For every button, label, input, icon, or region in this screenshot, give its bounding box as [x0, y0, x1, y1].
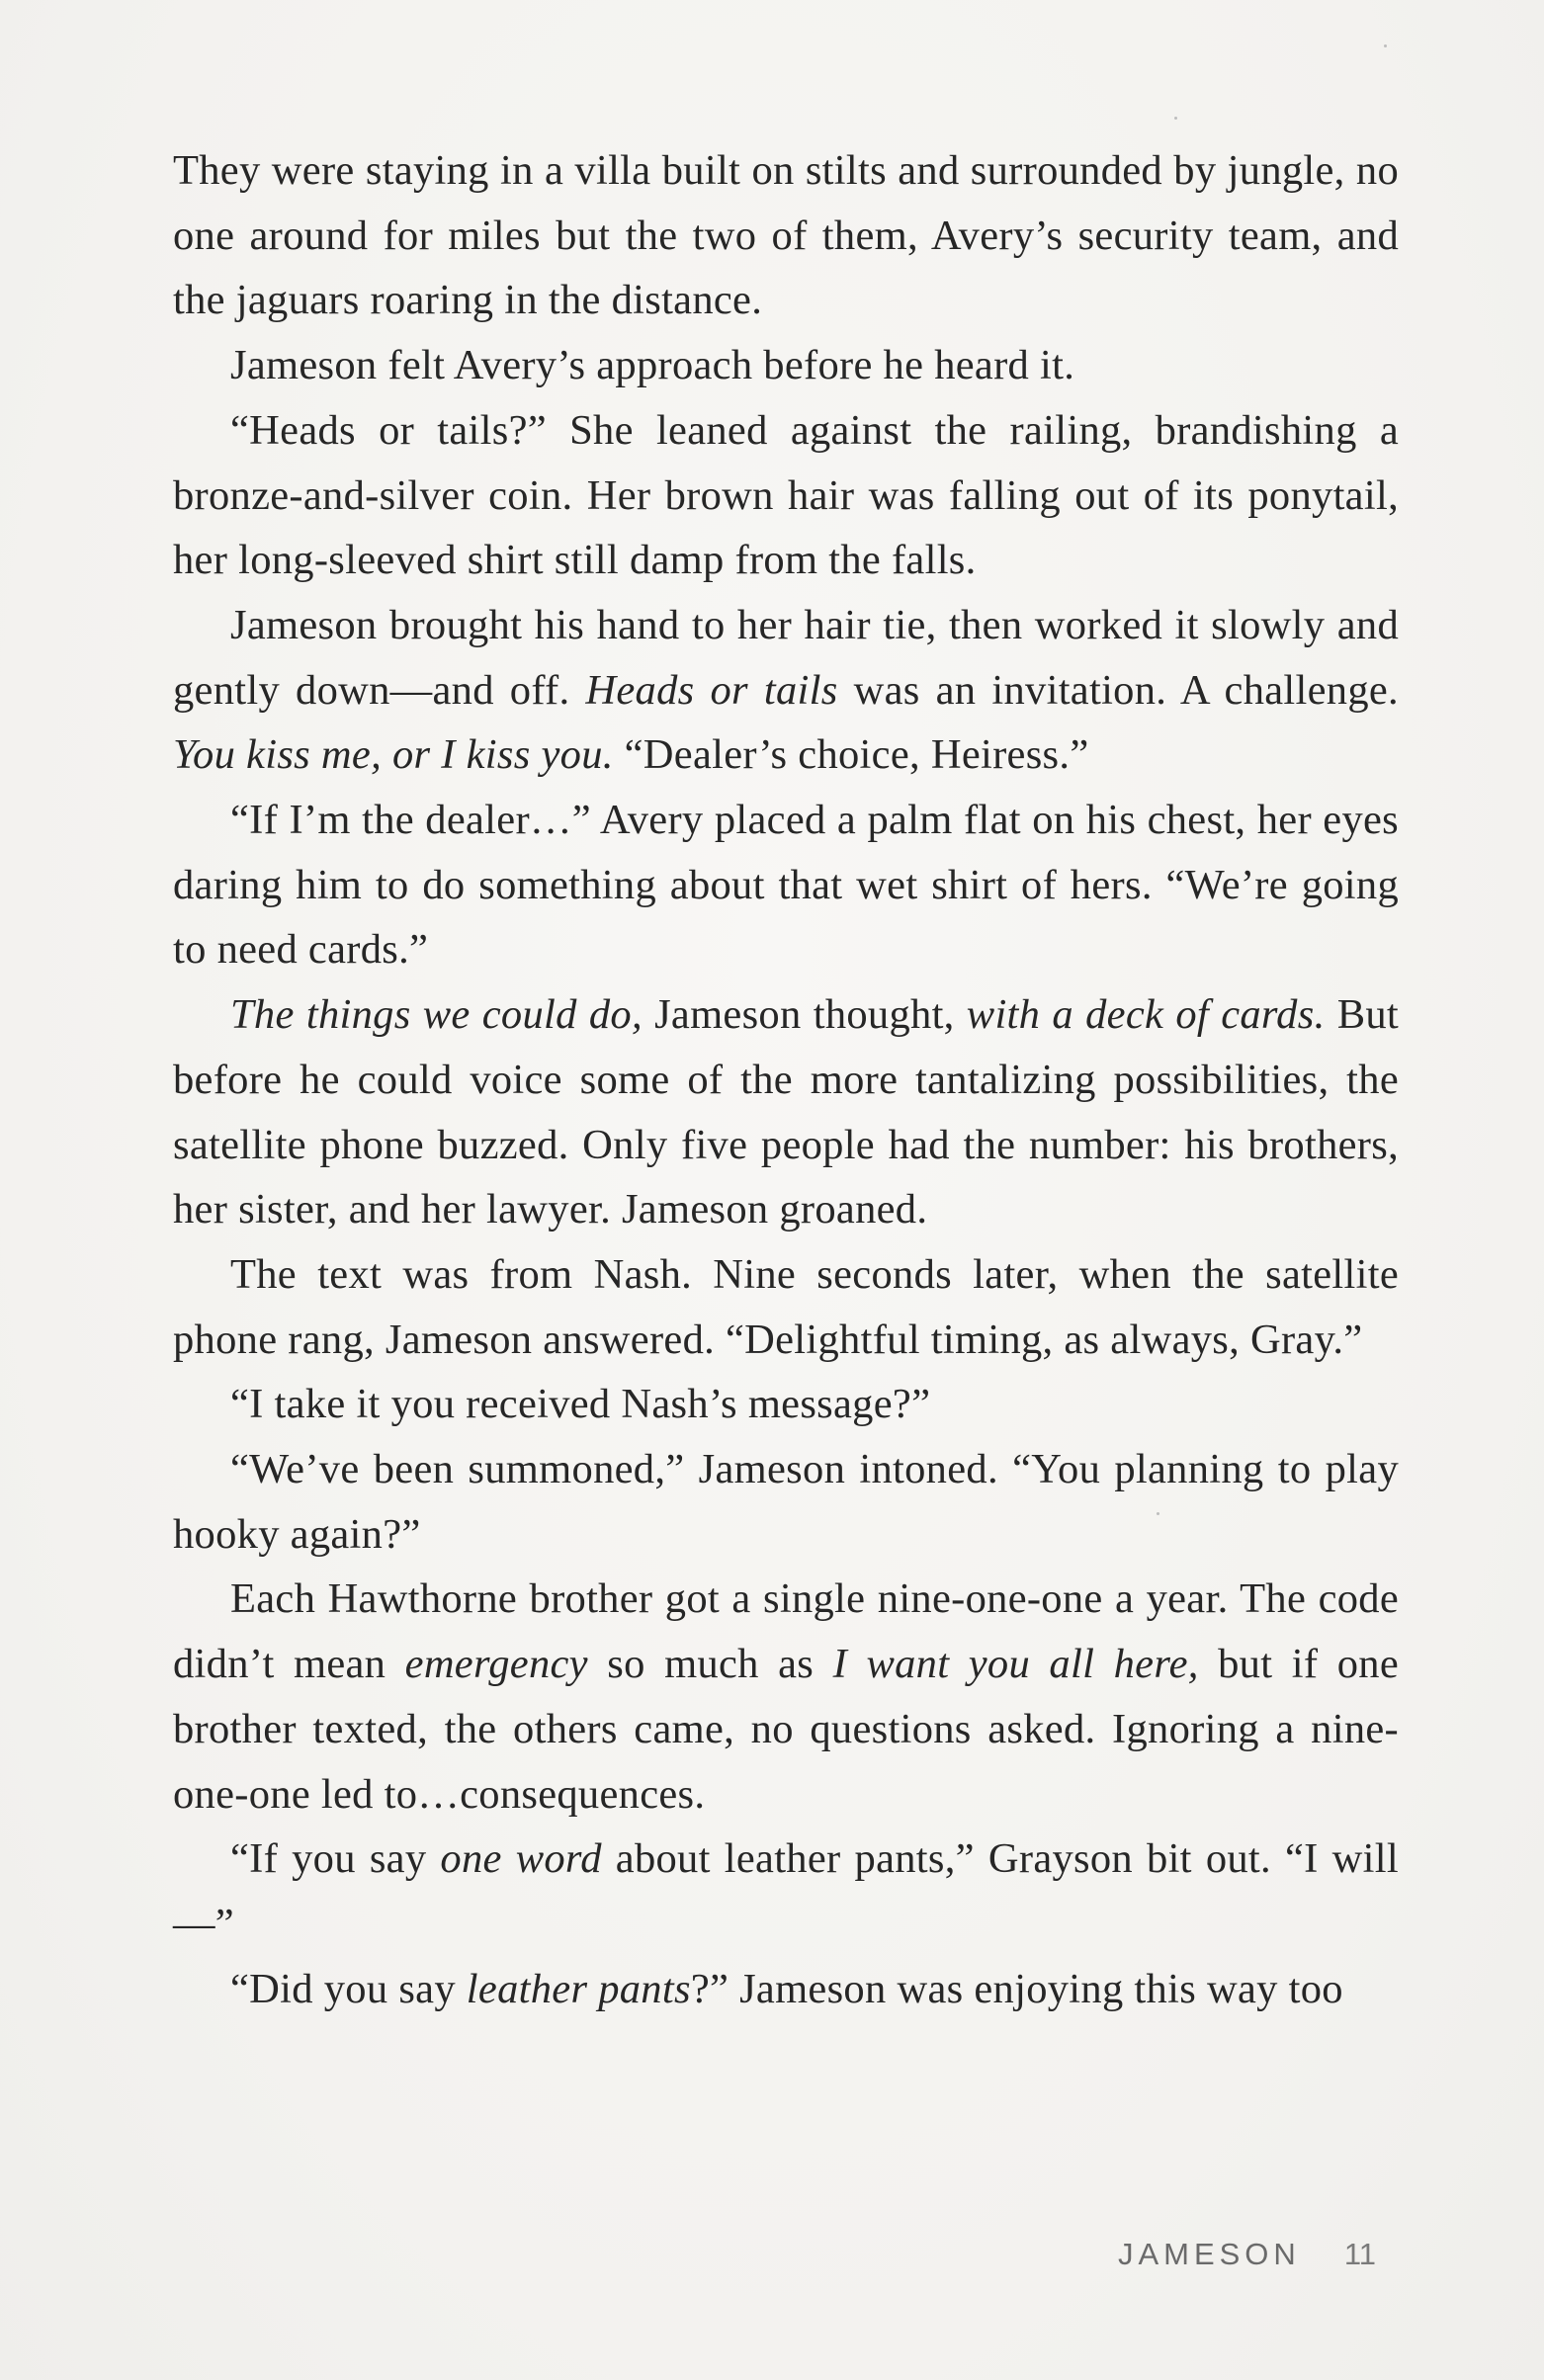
- text-run: Jameson thought,: [642, 991, 967, 1039]
- italic-text: I want you all here,: [832, 1641, 1199, 1688]
- paper-speck: [1157, 1512, 1159, 1515]
- text-run: Jameson brought his hand to her hair tie, then worked it slowly and gently down—and off.: [173, 601, 1399, 714]
- italic-text: You kiss me, or I kiss you.: [173, 731, 614, 779]
- paragraph: [173, 333, 1399, 398]
- text-run: “Heads or tails?” She leaned against the railing, brandishing a bronze-and-silver coin. Her brown hair was falling out of its ponytail, her long-sleeved shirt still damp from the falls.: [173, 406, 1399, 584]
- paragraph: [173, 398, 1399, 593]
- paragraph: [173, 1827, 1399, 1956]
- text-run: “I take it you received Nash’s message?”: [230, 1381, 931, 1428]
- text-run: “We’ve been summoned,” Jameson intoned. “You planning to play hooky again?”: [173, 1446, 1399, 1558]
- text-run: Each Hawthorne brother got a single nine-one-one a year. The code didn’t mean: [173, 1575, 1399, 1688]
- paragraph: [173, 1437, 1399, 1567]
- text-run: They were staying in a villa built on stilts and surrounded by jungle, no one around for miles but the two of them, Avery’s security team, and the jaguars roaring in the distance.: [173, 147, 1399, 324]
- italic-text: one word: [440, 1835, 602, 1883]
- text-run: The text was from Nash. Nine seconds later, when the satellite phone rang, Jameson answered. “Delightful timing, as always, Gray.”: [173, 1250, 1399, 1363]
- italic-text: Heads or tails: [585, 666, 838, 714]
- text-run: But before he could voice some of the more tantalizing possibilities, the satellite phone buzzed. Only five people had the number: his brothers, her sister, and her lawyer. Jameson groaned.: [173, 991, 1399, 1233]
- running-head: JAMESON: [1117, 2237, 1301, 2271]
- paper-speck: [1384, 44, 1387, 47]
- paragraph: [173, 1957, 1399, 2022]
- paragraph: [173, 1567, 1399, 1827]
- text-run: “Dealer’s choice, Heiress.”: [613, 731, 1089, 779]
- paragraph: [173, 1242, 1399, 1372]
- text-run: ?” Jameson was enjoying this way too: [690, 1965, 1343, 2012]
- text-run: was an invitation. A challenge.: [837, 666, 1399, 714]
- text-run: “If I’m the dealer…” Avery placed a palm flat on his chest, her eyes daring him to do something about that wet shirt of hers. “We’re going to need cards.”: [173, 797, 1399, 974]
- paragraph: [173, 982, 1399, 1242]
- body-text: [173, 138, 1399, 2021]
- paper-speck: [1174, 117, 1177, 120]
- text-run: about leather pants,” Grayson bit out. “I will—”: [173, 1835, 1399, 1947]
- italic-text: emergency: [404, 1641, 588, 1688]
- paragraph: [173, 1372, 1399, 1437]
- paragraph: [173, 788, 1399, 982]
- text-run: Jameson felt Avery’s approach before he heard it.: [230, 342, 1075, 389]
- text-run: “Did you say: [230, 1965, 467, 2012]
- italic-text: with a deck of cards.: [966, 991, 1326, 1039]
- italic-text: The things we could do,: [230, 991, 643, 1039]
- text-run: so much as: [587, 1641, 833, 1688]
- italic-text: leather pants: [466, 1965, 691, 2012]
- paragraph: [173, 593, 1399, 788]
- text-run: “If you say: [230, 1835, 441, 1883]
- page-number: 11: [1343, 2237, 1376, 2271]
- paragraph: [173, 138, 1399, 333]
- page-footer: [1118, 2237, 1376, 2272]
- text-run: but if one brother texted, the others came, no questions asked. Ignoring a nine-one-one led to…consequences.: [173, 1641, 1400, 1818]
